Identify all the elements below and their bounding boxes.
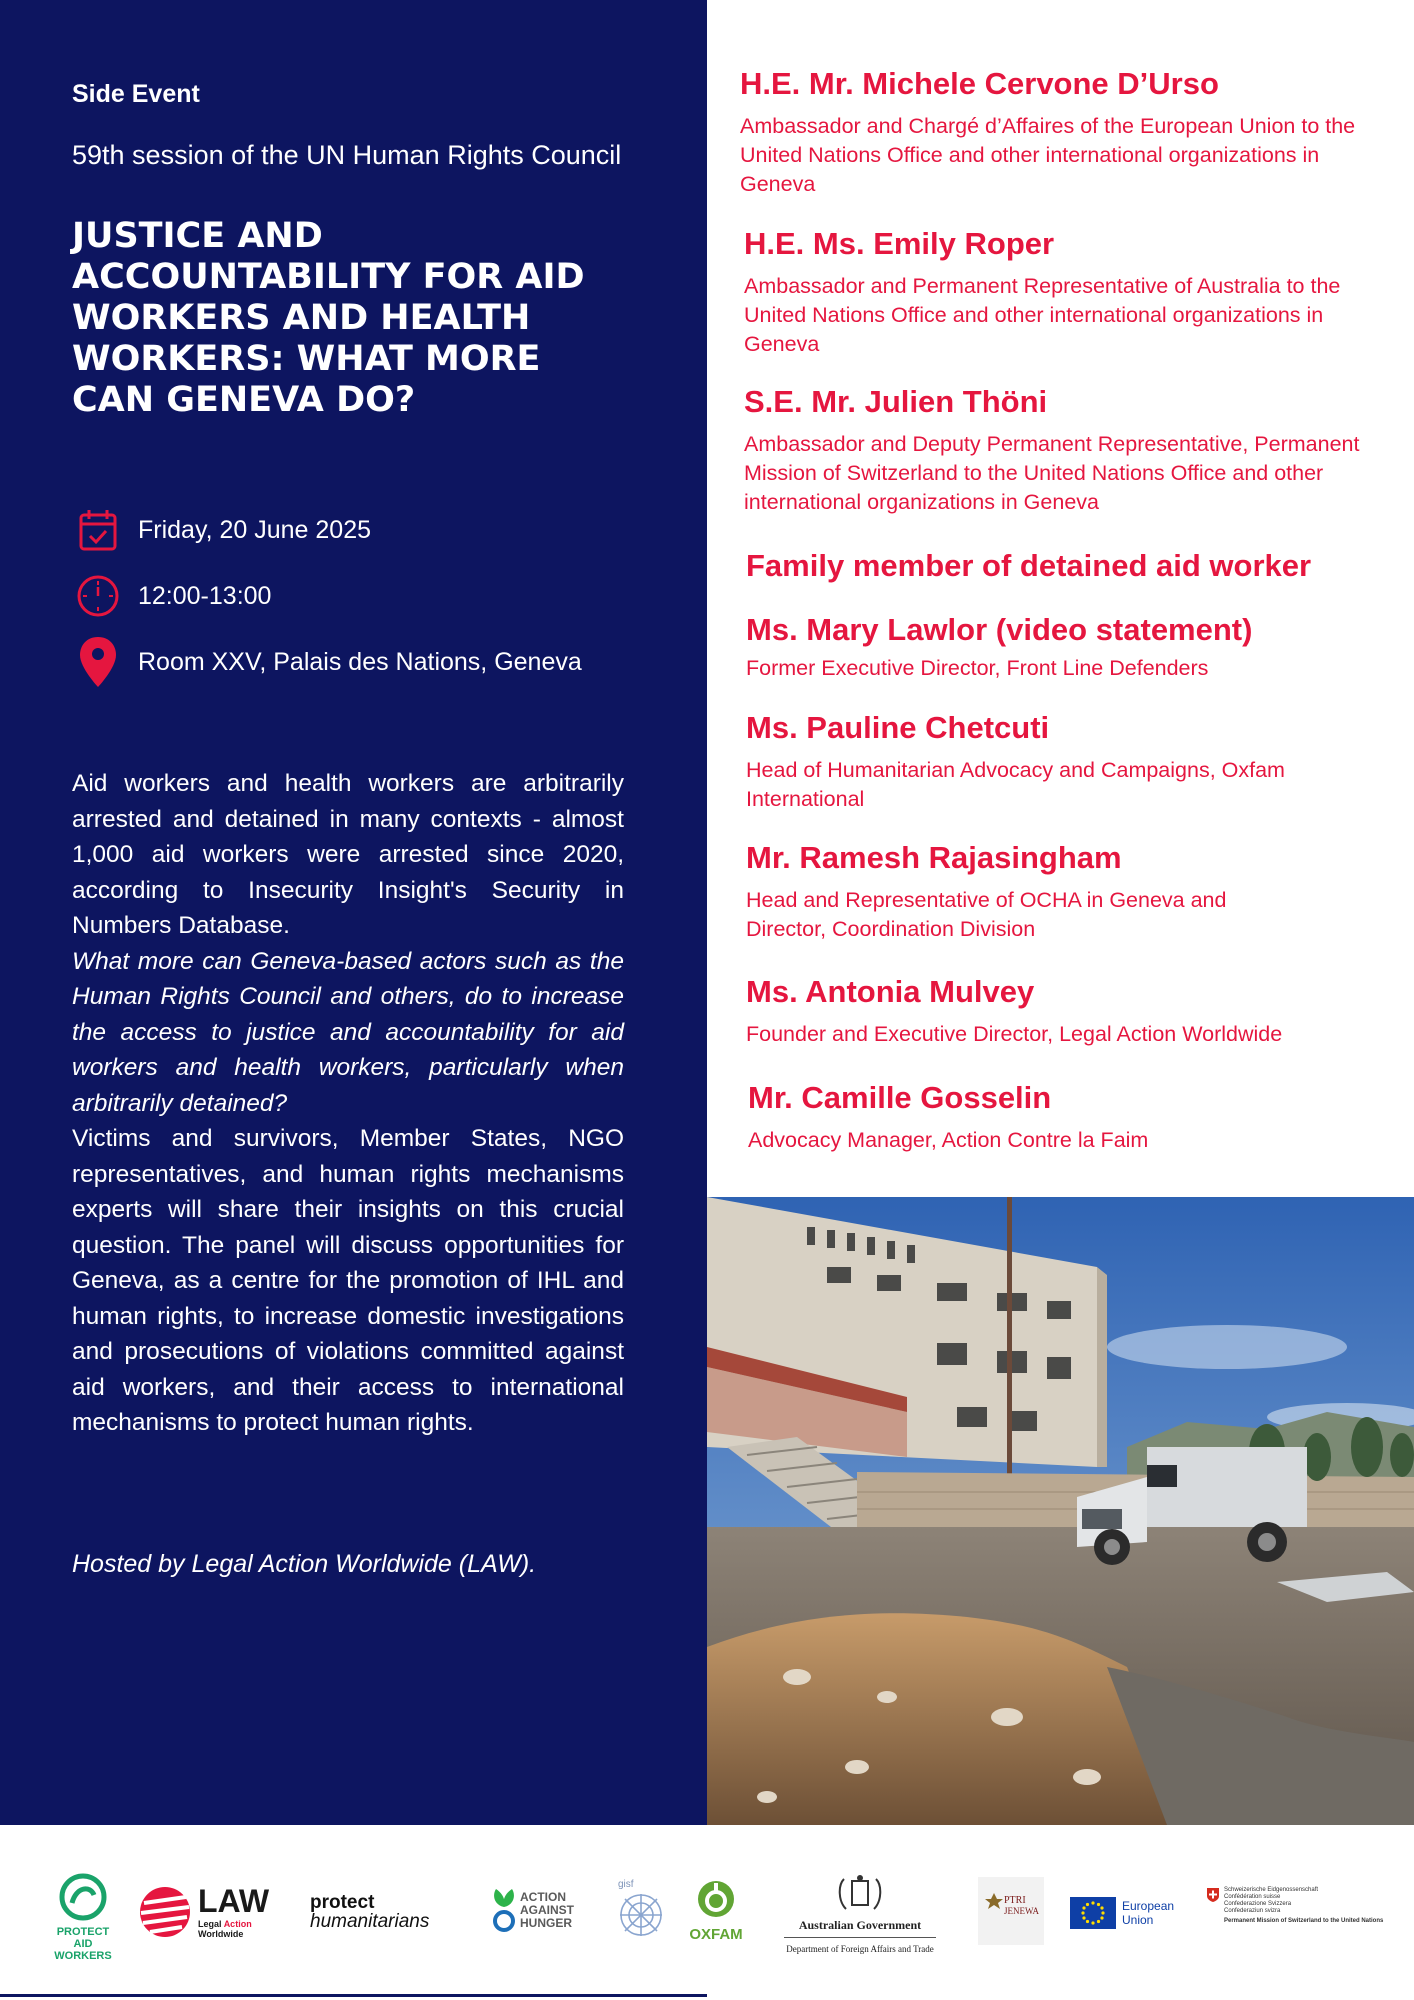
side-event-label: Side Event <box>72 80 200 108</box>
event-photo <box>707 1197 1414 1825</box>
speaker-name: Mr. Camille Gosselin <box>748 1080 1052 1115</box>
logo-text-line: Confédération suisse <box>1224 1894 1281 1900</box>
law-logo-sub-b: Action <box>223 1919 252 1929</box>
law-logo-sub-a: Legal <box>198 1919 224 1929</box>
logo-text-line: protect <box>310 1892 375 1913</box>
gisf-network-icon <box>616 1890 666 1940</box>
australia-line1: Australian Government <box>784 1918 936 1938</box>
logo-text-line: Union <box>1122 1913 1154 1927</box>
law-logo <box>138 1885 278 1945</box>
protect-humanitarians-logo <box>310 1893 460 1933</box>
speaker-role: Former Executive Director, Front Line Defenders <box>746 656 1209 680</box>
speaker-role: Advocacy Manager, Action Contre la Faim <box>748 1128 1149 1152</box>
date-row <box>72 504 371 556</box>
ptri-line2: JENEWA <box>1004 1906 1039 1916</box>
european-union-logo <box>1070 1895 1190 1931</box>
speaker-thoni <box>744 384 1384 517</box>
speaker-role: Founder and Executive Director, Legal Action Worldwide <box>746 1022 1283 1046</box>
oxfam-circle-icon <box>696 1879 736 1919</box>
speaker-name: Family member of detained aid worker <box>746 548 1312 583</box>
oxfam-logo <box>684 1879 748 1951</box>
time-row <box>72 570 271 622</box>
speaker-family-member <box>746 548 1386 584</box>
logo-text-line: European <box>1122 1899 1175 1913</box>
speaker-role: Ambassador and Chargé d’Affaires of the European Union to the United Nations Office and other international organizations in Geneva <box>740 114 1356 196</box>
speaker-role: Head of Humanitarian Advocacy and Campaigns, Oxfam International <box>746 758 1285 811</box>
logo-text-line: Confederazione Svizzera <box>1224 1901 1292 1907</box>
action-against-hunger-logo <box>492 1885 582 1945</box>
gisf-logo <box>616 1879 672 1949</box>
clock-icon <box>72 570 124 622</box>
event-location: Room XXV, Palais des Nations, Geneva <box>138 647 582 676</box>
logo-text-line: AGAINST <box>520 1903 574 1917</box>
protect-aid-workers-icon <box>46 1873 120 1921</box>
speaker-name: Mr. Ramesh Rajasingham <box>746 840 1122 875</box>
ptri-jenewa-logo <box>978 1877 1044 1945</box>
switzerland-mission-logo <box>1206 1887 1386 1937</box>
location-pin-icon <box>72 636 124 688</box>
speaker-name: S.E. Mr. Julien Thöni <box>744 384 1048 419</box>
law-emblem-icon <box>138 1885 192 1939</box>
speaker-name: H.E. Mr. Michele Cervone D’Urso <box>740 66 1219 101</box>
speaker-name: Ms. Pauline Chetcuti <box>746 710 1050 745</box>
location-row <box>72 636 582 688</box>
speaker-roper <box>744 226 1384 359</box>
event-description <box>72 766 624 1441</box>
gisf-label: gisf <box>618 1879 634 1890</box>
law-logo-main: LAW <box>198 1883 270 1919</box>
bottom-divider <box>0 1994 707 1997</box>
speaker-name: H.E. Ms. Emily Roper <box>744 226 1055 261</box>
garuda-icon <box>984 1891 1004 1911</box>
australia-crest-icon <box>830 1873 890 1913</box>
speaker-name: Ms. Mary Lawlor (video statement) <box>746 612 1253 647</box>
logo-text-line: ACTION <box>520 1890 566 1904</box>
event-date: Friday, 20 June 2025 <box>138 515 372 544</box>
calendar-icon <box>72 504 124 556</box>
partner-logos <box>0 1825 1414 2000</box>
speaker-rajasingham <box>746 840 1386 944</box>
description-question: What more can Geneva-based actors such as the Human Rights Council and others, do to increase the access to justice and accountability for aid workers and health workers, particularly when arbitrarily detained? <box>72 947 624 1117</box>
australian-government-logo <box>770 1873 950 1959</box>
event-title: JUSTICE AND ACCOUNTABILITY FOR AID WORKERS AND HEALTH WORKERS: WHAT MORE CAN GENEVA DO? <box>72 216 585 420</box>
logo-text-line: AID WORKERS <box>54 1938 112 1962</box>
description-intro: Aid workers and health workers are arbitrarily arrested and detained in many contexts - almost 1,000 aid workers were arrested since 2020, according to Insecurity Insight's Security in Numbers Database. <box>72 770 624 939</box>
eu-flag-icon <box>1070 1897 1116 1929</box>
speaker-name: Ms. Antonia Mulvey <box>746 974 1035 1009</box>
logo-text-line: Confederaziun svizra <box>1224 1908 1281 1914</box>
logo-text-line: Permanent Mission of Switzerland to the United Nations <box>1224 1918 1384 1924</box>
speaker-gosselin <box>748 1080 1388 1155</box>
session-label: 59th session of the UN Human Rights Council <box>72 140 622 170</box>
event-time: 12:00-13:00 <box>138 581 272 610</box>
law-logo-sub-c: Worldwide <box>198 1929 244 1939</box>
australia-line2: Department of Foreign Affairs and Trade <box>786 1944 934 1954</box>
speaker-cervone-durso <box>740 66 1380 199</box>
logo-text-line: PROTECT <box>56 1926 110 1938</box>
speaker-mulvey <box>746 974 1386 1049</box>
speaker-role: Head and Representative of OCHA in Geneva and Director, Coordination Division <box>746 888 1227 941</box>
speaker-role: Ambassador and Permanent Representative of Australia to the United Nations Office and other international organizations in Geneva <box>744 274 1341 356</box>
ptri-line1: PTRI <box>1004 1895 1026 1906</box>
speaker-role: Ambassador and Deputy Permanent Representative, Permanent Mission of Switzerland to the United Nations Office and other international organizations in Geneva <box>744 432 1360 514</box>
logo-text-line: humanitarians <box>310 1911 430 1932</box>
description-body: Victims and survivors, Member States, NGO representatives, and human rights mechanisms experts will share their insights on this crucial question. The panel will discuss opportunities for Geneva, as a centre for the promotion of IHL and human rights, to increase domestic investigations and prosecutions of violations committed against aid workers, and their access to international mechanisms to protect human rights. <box>72 1125 624 1436</box>
left-panel <box>0 0 707 1825</box>
swiss-shield-icon <box>1206 1887 1220 1903</box>
oxfam-label: OXFAM <box>689 1926 743 1943</box>
speaker-lawlor <box>746 612 1386 683</box>
hosted-by: Hosted by Legal Action Worldwide (LAW). <box>72 1550 537 1578</box>
protect-aid-workers-logo <box>46 1873 120 1962</box>
speaker-chetcuti <box>746 710 1386 814</box>
hunger-leaf-icon <box>492 1887 516 1935</box>
logo-text-line: HUNGER <box>520 1916 573 1930</box>
logo-text-line: Schweizerische Eidgenossenschaft <box>1224 1887 1319 1893</box>
